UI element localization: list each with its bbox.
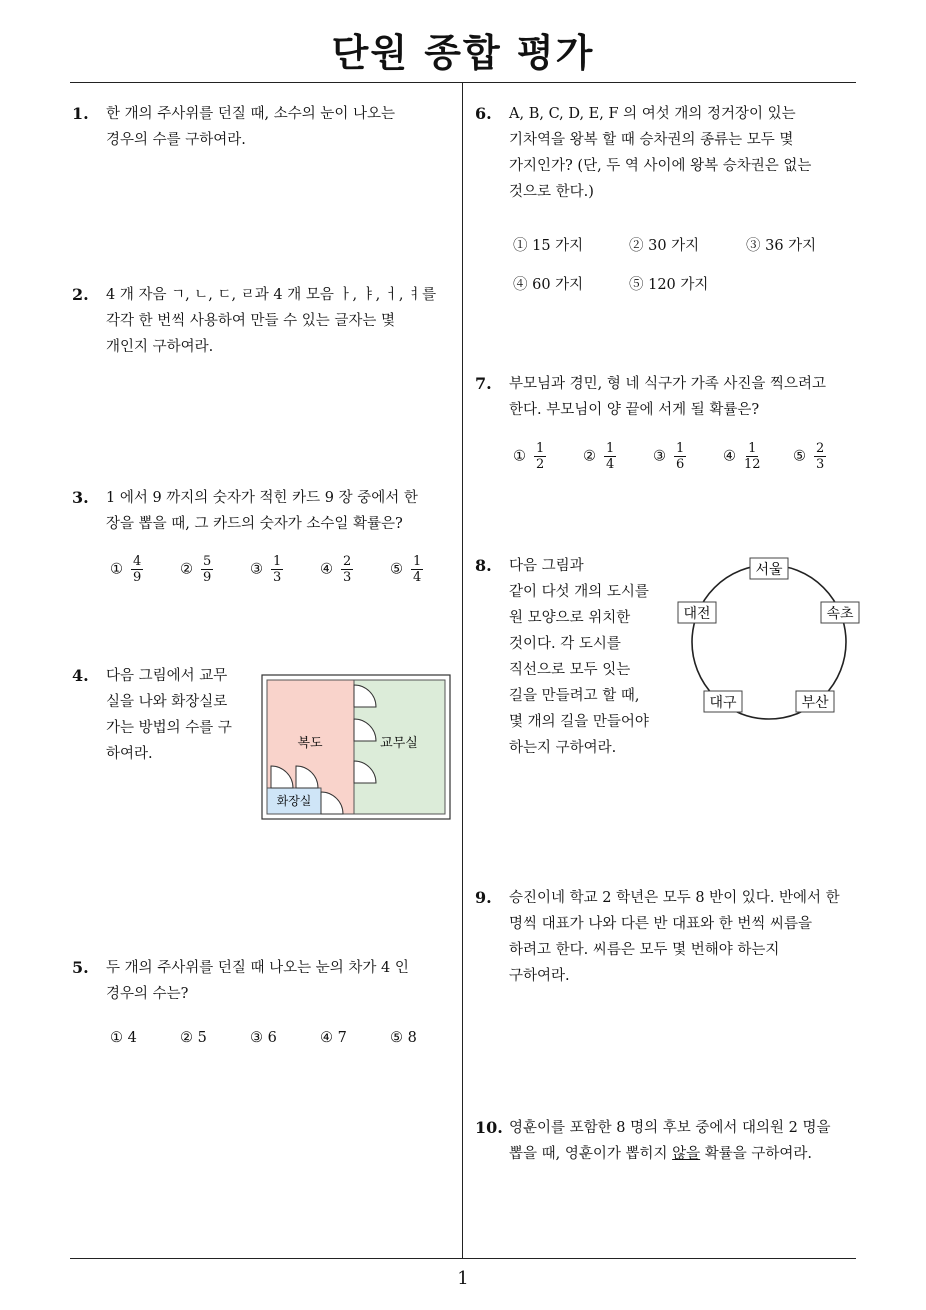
- denominator: 6: [676, 457, 685, 472]
- fraction: [271, 554, 283, 585]
- choice-mark: ②: [180, 1030, 193, 1046]
- fraction: [201, 554, 213, 585]
- choice-mark: ①: [110, 1030, 123, 1046]
- question-text-line: 기차역을 왕복 할 때 승차권의 종류는 모두 몇: [509, 132, 794, 148]
- question-text-line: 승진이네 학교 2 학년은 모두 8 반이 있다. 반에서 한: [509, 890, 840, 906]
- fraction: [534, 441, 546, 472]
- choice-text: 7: [337, 1030, 347, 1046]
- choice-2[interactable]: [629, 234, 699, 255]
- question-text-line: 하여라.: [106, 746, 153, 762]
- question-number: 5.: [72, 958, 89, 977]
- choice-mark: ⑤: [629, 277, 644, 293]
- floor-plan-figure: [258, 671, 454, 823]
- question-2: [72, 282, 457, 360]
- question-text-line: 하려고 한다. 씨름은 모두 몇 번해야 하는지: [509, 942, 780, 958]
- choice-mark: ①: [110, 561, 123, 578]
- question-number: 3.: [72, 488, 89, 507]
- choice-4[interactable]: [320, 1030, 347, 1046]
- choice-4[interactable]: [320, 554, 353, 585]
- choice-mark: ②: [583, 448, 596, 465]
- choice-mark: ③: [250, 561, 263, 578]
- fraction: [604, 441, 616, 472]
- denominator: 9: [133, 570, 142, 585]
- question-10: [475, 1115, 865, 1167]
- choice-5[interactable]: [793, 441, 826, 472]
- question-5: [72, 955, 457, 1007]
- text-segment: 뽑을 때, 영훈이가 뽑히지: [509, 1146, 673, 1162]
- choice-4[interactable]: [723, 441, 761, 472]
- choice-1[interactable]: [110, 1030, 137, 1046]
- choice-text: 36 가지: [765, 238, 817, 254]
- question-1: [72, 101, 452, 153]
- question-number: 4.: [72, 666, 89, 685]
- denominator: 12: [744, 457, 761, 472]
- choice-1[interactable]: [513, 234, 583, 255]
- choice-1[interactable]: [513, 441, 546, 472]
- numerator: 1: [676, 441, 685, 456]
- page-title: 단원 종합 평가: [331, 31, 595, 75]
- city-label-sokcho: 속초: [826, 606, 854, 622]
- choice-text: 5: [197, 1030, 207, 1046]
- question-text-line: A, B, C, D, E, F 의 여섯 개의 정거장이 있는: [509, 106, 796, 122]
- denominator: 3: [343, 570, 352, 585]
- question-text-line: 경우의 수를 구하여라.: [106, 132, 246, 148]
- underlined-text: 않을: [672, 1146, 701, 1162]
- question-text-line: 4 개 자음 ㄱ, ㄴ, ㄷ, ㄹ과 4 개 모음 ㅏ, ㅑ, ㅓ, ㅕ를: [106, 287, 437, 303]
- choice-mark: ③: [653, 448, 666, 465]
- question-text-line: 두 개의 주사위를 던질 때 나오는 눈의 차가 4 인: [106, 960, 409, 976]
- question-9: [475, 885, 865, 989]
- choice-text: 30 가지: [648, 238, 700, 254]
- choice-text: 8: [407, 1030, 417, 1046]
- choice-mark: ⑤: [390, 1030, 403, 1046]
- question-text-line: 부모님과 경민, 형 네 식구가 가족 사진을 찍으려고: [509, 376, 827, 392]
- restroom-label: 화장실: [276, 794, 312, 808]
- choice-3[interactable]: [250, 554, 283, 585]
- question-number: 1.: [72, 104, 89, 123]
- choice-mark: ④: [320, 561, 333, 578]
- numerator: 4: [133, 554, 142, 569]
- numerator: 1: [413, 554, 422, 569]
- question-number: 6.: [475, 104, 492, 123]
- question-text-line: 하는지 구하여라.: [509, 740, 617, 756]
- question-number: 10.: [475, 1118, 503, 1137]
- choice-5[interactable]: [390, 1030, 417, 1046]
- question-text-line: 다음 그림에서 교무: [106, 668, 228, 684]
- city-label-daejeon: 대전: [683, 606, 711, 622]
- choice-mark: ④: [320, 1030, 333, 1046]
- choice-mark: ②: [629, 238, 644, 254]
- city-circle-figure: [674, 556, 864, 726]
- top-rule: [70, 82, 856, 83]
- choice-mark: ④: [513, 277, 528, 293]
- denominator: 3: [816, 457, 825, 472]
- choice-mark: ③: [250, 1030, 263, 1046]
- numerator: 1: [606, 441, 615, 456]
- question-text-line: 명씩 대표가 나와 다른 반 대표와 한 번씩 씨름을: [509, 916, 813, 932]
- denominator: 9: [203, 570, 212, 585]
- fraction: [341, 554, 353, 585]
- numerator: 1: [536, 441, 545, 456]
- fraction: [744, 441, 761, 472]
- numerator: 5: [203, 554, 212, 569]
- choice-mark: ①: [513, 238, 528, 254]
- denominator: 4: [606, 457, 615, 472]
- text-segment: 확률을 구하여라.: [700, 1146, 813, 1162]
- question-text-line: 1 에서 9 까지의 숫자가 적힌 카드 9 장 중에서 한: [106, 490, 418, 506]
- choice-2[interactable]: [180, 554, 213, 585]
- choice-text: 60 가지: [532, 277, 584, 293]
- choice-text: 15 가지: [532, 238, 584, 254]
- page-number: 1: [457, 1268, 469, 1289]
- question-text-line: 원 모양으로 위치한: [509, 610, 631, 626]
- fraction: [674, 441, 686, 472]
- choice-3[interactable]: [653, 441, 686, 472]
- question-6: [475, 101, 865, 205]
- choice-1[interactable]: [110, 554, 143, 585]
- choice-2[interactable]: [180, 1030, 207, 1046]
- choice-mark: ①: [513, 448, 526, 465]
- numerator: 1: [273, 554, 282, 569]
- question-8: [475, 553, 675, 761]
- fraction: [411, 554, 423, 585]
- question-number: 2.: [72, 285, 89, 304]
- choice-mark: ②: [180, 561, 193, 578]
- numerator: 1: [748, 441, 757, 456]
- question-text-line: 개인지 구하여라.: [106, 339, 214, 355]
- choice-4[interactable]: [513, 273, 583, 294]
- column-divider: [462, 82, 463, 1258]
- question-text-line: 경우의 수는?: [106, 986, 189, 1002]
- fraction: [814, 441, 826, 472]
- question-text-line: 다음 그림과: [509, 558, 584, 574]
- choice-2[interactable]: [583, 441, 616, 472]
- city-label-busan: 부산: [801, 695, 829, 711]
- choice-text: 4: [127, 1030, 137, 1046]
- hallway-label: 복도: [297, 736, 323, 751]
- fraction: [131, 554, 143, 585]
- city-label-daegu: 대구: [709, 695, 737, 711]
- question-text-line: 길을 만들려고 할 때,: [509, 688, 640, 704]
- choice-3[interactable]: [250, 1030, 277, 1046]
- choice-text: 120 가지: [648, 277, 709, 293]
- office-label: 교무실: [380, 736, 418, 751]
- choice-text: 6: [267, 1030, 277, 1046]
- numerator: 2: [816, 441, 825, 456]
- question-text-line: 가지인가? (단, 두 역 사이에 왕복 승차권은 없는: [509, 158, 812, 174]
- question-text-line: 영훈이를 포함한 8 명의 후보 중에서 대의원 2 명을: [509, 1120, 831, 1136]
- question-4: [72, 663, 252, 767]
- question-number: 9.: [475, 888, 492, 907]
- question-number: 7.: [475, 374, 492, 393]
- denominator: 3: [273, 570, 282, 585]
- question-text-line: 몇 개의 길을 만들어야: [509, 714, 649, 730]
- city-label-seoul: 서울: [755, 562, 783, 578]
- choice-mark: ⑤: [793, 448, 806, 465]
- question-text-line: 각각 한 번씩 사용하여 만들 수 있는 글자는 몇: [106, 313, 395, 329]
- question-text-line: 것이다. 각 도시를: [509, 636, 621, 652]
- question-number: 8.: [475, 556, 492, 575]
- question-3: [72, 485, 457, 537]
- denominator: 2: [536, 457, 545, 472]
- question-text-line: 것으로 한다.): [509, 184, 594, 200]
- question-text-line: 장을 뽑을 때, 그 카드의 숫자가 소수일 확률은?: [106, 516, 403, 532]
- question-7: [475, 371, 865, 423]
- denominator: 4: [413, 570, 422, 585]
- question-text-line: [509, 1141, 865, 1167]
- question-text-line: 실을 나와 화장실로: [106, 694, 228, 710]
- bottom-rule: [70, 1258, 856, 1259]
- question-text-line: 한 개의 주사위를 던질 때, 소수의 눈이 나오는: [106, 106, 395, 122]
- choice-5[interactable]: [629, 273, 708, 294]
- numerator: 2: [343, 554, 352, 569]
- question-text-line: 직선으로 모두 잇는: [509, 662, 631, 678]
- choice-3[interactable]: [746, 234, 816, 255]
- question-text-line: 가는 방법의 수를 구: [106, 720, 232, 736]
- choice-5[interactable]: [390, 554, 423, 585]
- question-text-line: 한다. 부모님이 양 끝에 서게 될 확률은?: [509, 402, 760, 418]
- choice-mark: ③: [746, 238, 761, 254]
- question-text-line: 같이 다섯 개의 도시를: [509, 584, 649, 600]
- question-text-line: 구하여라.: [509, 968, 570, 984]
- choice-mark: ⑤: [390, 561, 403, 578]
- choice-mark: ④: [723, 448, 736, 465]
